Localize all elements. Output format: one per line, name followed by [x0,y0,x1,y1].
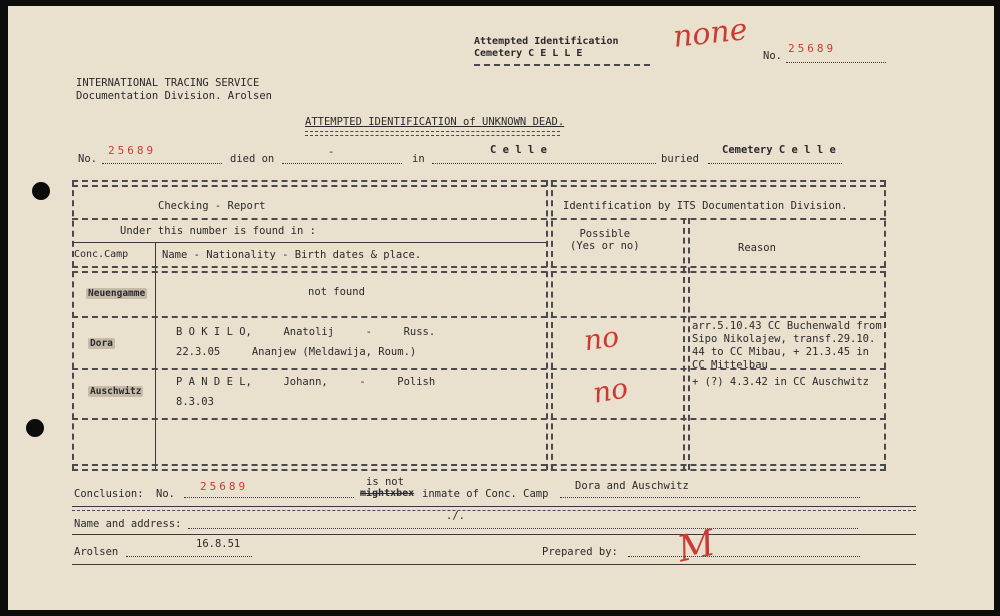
header-no-dots [786,62,886,63]
row-rule-1 [72,316,886,318]
row-2-reason: arr.5.10.43 CC Buchenwald from Sipo Nikolajew, transf.29.10. 44 to CC Mibau, + 21.3.45 in CC Mittelbau [692,320,882,371]
buried-value: Cemetery C e l l e [722,144,836,156]
row-3-camp: Auschwitz [90,386,142,397]
table-divider-camp [155,242,156,470]
date-value: 16.8.51 [196,538,241,550]
right-header: Identification by ITS Documentation Division. [563,200,848,212]
conclusion-no-dots [184,497,354,498]
row-1-name: not found [308,286,365,298]
table-divider-reason-2 [688,218,690,470]
table-border-top-1 [72,180,886,182]
arolsen-label: Arolsen [74,546,119,558]
died-on-dots [282,163,402,164]
conclusion-no-label: No. [156,488,175,500]
header-no-value: 25689 [788,42,837,55]
row-2-possible: no [581,319,622,358]
table-border-top-2 [72,185,886,187]
signature: M [674,522,719,571]
col-camp-header: Conc.Camp [74,249,129,260]
left-header: Checking - Report [158,200,266,212]
row-3-name-line1: P A N D E L, Johann, - Polish [176,376,436,388]
handwritten-note: none [671,12,750,55]
conclusion-inmate-text: inmate of Conc. Camp [422,488,549,500]
record-no-dots [102,163,222,164]
table-divider-reason-1 [683,218,685,470]
conclusion-camps: Dora and Auschwitz [575,480,689,492]
footer-rule-1 [72,506,916,507]
table-border-right [884,180,886,470]
col-name-header: Name - Nationality - Birth dates & place. [162,249,422,261]
table-divider-main-1 [546,180,548,470]
column-head-rule-1 [72,266,886,268]
row-2-name-line2: 22.3.05 Ananjew (Meldawija, Roum.) [176,346,417,358]
name-address-value: ./. [446,510,465,522]
name-address-dots [188,528,858,529]
table-border-bottom-2 [72,469,886,471]
col-possible-header: Possible (Yes or no) [570,228,640,252]
in-value: C e l l e [490,144,547,156]
row-rule-3 [72,418,886,420]
page-title: ATTEMPTED IDENTIFICATION of UNKNOWN DEAD. [305,116,565,128]
table-border-bottom-1 [72,464,886,466]
title-underline-1 [305,131,560,132]
conclusion-no-value: 25689 [200,480,249,493]
died-on-value: - [328,146,335,158]
table-divider-main-2 [551,180,553,470]
record-no-value: 25689 [108,144,157,157]
title-underline-2 [305,135,560,136]
punch-hole-bottom [26,419,44,437]
col-reason-header: Reason [738,242,776,254]
footer-rule-3 [72,564,916,565]
org-line-1: INTERNATIONAL TRACING SERVICE [76,77,260,89]
header-no-label: No. [763,50,782,62]
sub-header: Under this number is found in : [120,225,316,237]
footer-rule-2 [72,534,916,535]
subheader-rule [72,242,546,243]
died-on-label: died on [230,153,275,165]
prepared-by-label: Prepared by: [542,546,618,558]
stamp-underline [474,64,650,66]
row-3-name-line2: 8.3.03 [176,396,214,408]
stamp-line-2: Cemetery C E L L E [474,48,583,59]
in-label: in [412,153,425,165]
buried-dots [708,163,842,164]
date-dots [126,556,252,557]
conclusion-struck-word: mightxbex [360,488,415,499]
prepared-by-dots [628,556,860,557]
buried-label: buried [661,153,699,165]
footer-rule-1b [72,510,916,511]
conclusion-camps-dots [560,497,860,498]
row-1-camp: Neuengamme [88,288,146,299]
row-3-reason: + (?) 4.3.42 in CC Auschwitz [692,376,870,388]
conclusion-is-not: is not [366,476,404,488]
name-address-label: Name and address: [74,518,182,530]
document-card [8,6,994,610]
org-line-2: Documentation Division. Arolsen [76,90,272,102]
table-border-left [72,180,74,470]
in-dots [432,163,656,164]
conclusion-label: Conclusion: [74,488,144,500]
header-rule [72,218,886,220]
row-3-possible: no [590,371,631,410]
row-2-name-line1: B O K I L O, Anatolij - Russ. [176,326,436,338]
punch-hole-top [32,182,50,200]
row-2-camp: Dora [90,338,113,349]
record-no-label: No. [78,153,97,165]
column-head-rule-2 [72,271,886,273]
stamp-line-1: Attempted Identification [474,36,619,47]
